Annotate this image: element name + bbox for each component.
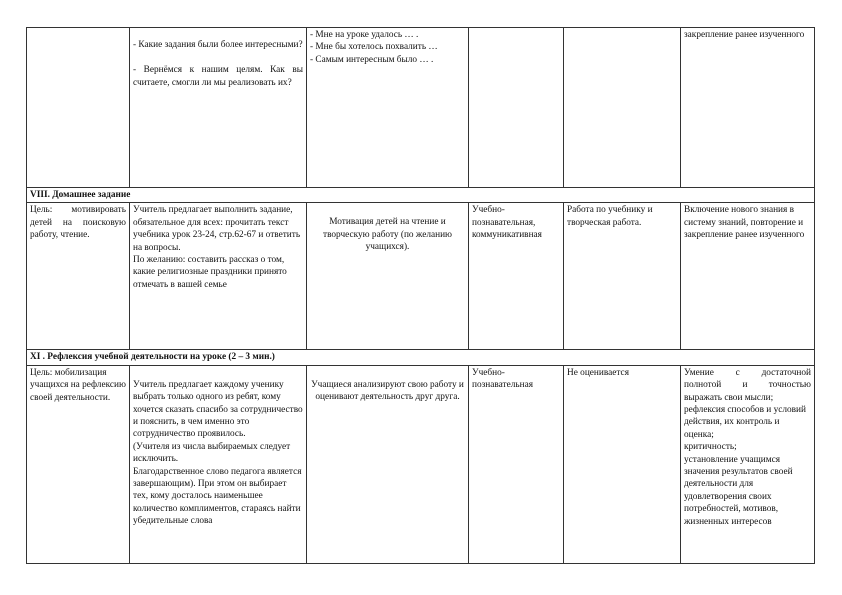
cell-teacher-questions [130,28,307,188]
reflection-teacher-instruction: Учитель предлагает каждому ученику выбрать только одного из ребят, кому хочется сказать спасибо за сотрудничество и пояснить, в чем именно это сотрудничество проявилось. [133,379,303,440]
phrase-managed: - Мне на уроке удалось … . [310,30,419,40]
question-goals: - Вернёмся к нашим целям. Как вы считаете, смогли ли мы реализовать их? [133,65,303,88]
homework-goal-text: Цель: мотивировать детей на поисковую работу, чтение. [30,205,126,241]
homework-teacher-optional: По желанию: составить рассказ о том, какие религиозные праздники принято отмечать в вашей семье [133,255,287,290]
homework-uud-text: Учебно-познавательная, коммуникативная [472,205,542,241]
section-header-row [27,188,815,203]
phrase-praise: - Мне бы хотелось похвалить … [310,42,438,53]
cell-student-phrases [307,28,469,188]
homework-result-text: Включение нового знания в систему знаний, повторение и закрепление ранее изученного [684,205,805,241]
reflection-result-criticality: критичность; [684,442,737,453]
table-row-homework [27,203,815,350]
reflection-goal-text: Цель: мобилизация учащихся на рефлексию своей деятельности. [30,367,126,403]
cell-uud-empty [469,28,564,188]
reflection-result-expression: Умение с достаточной полнотой и точностью выражать свои мысли; [684,367,811,403]
cell-homework-students [307,203,469,350]
reflection-result-reflection: рефлексия способов и условий действия, их контроль и оценка; [684,405,806,440]
reflection-teacher-exclusion: (Учителя из числа выбираемых следует исключить. [133,441,291,465]
section-header-row [27,350,815,365]
section-title-reflection: XI . Рефлексия учебной деятельности на уроке (2 – 3 мин.) [27,350,815,365]
cell-homework-result [681,203,815,350]
cell-homework-teacher [130,203,307,350]
cell-homework-goal [27,203,130,350]
reflection-assessment-text: Не оценивается [567,367,629,378]
cell-homework-assessment [564,203,681,350]
homework-students-text: Мотивация детей на чтение и творческую работу (по желанию учащихся). [323,217,452,253]
result-continuation-text: закрепление ранее изученного [684,30,805,40]
cell-homework-uud [469,203,564,350]
cell-reflection-result [681,365,815,563]
cell-goal-empty [27,28,130,188]
section-title-homework: VIII. Домашнее задание [27,188,815,203]
cell-reflection-goal [27,365,130,563]
cell-reflection-students [307,365,469,563]
phrase-interesting: - Самым интересным было … . [310,54,434,65]
lesson-plan-table [26,27,815,564]
cell-result-continuation [681,28,815,188]
cell-assessment-empty [564,28,681,188]
homework-teacher-task: Учитель предлагает выполнить задание, обязательное для всех: прочитать текст учебника урок 23-24, стр.62-67 и ответить на вопросы. [133,205,301,253]
reflection-students-text: Учащиеся анализируют свою работу и оценивают деятельность друг друга. [311,379,464,403]
reflection-teacher-final-word: Благодарственное слово педагога является завершающим). При этом он выбирает тех, кому досталось наименьшее количество комплиментов, стараясь найти убедительные слова [133,466,302,527]
question-interesting-tasks: - Какие задания были более интересными? [133,40,303,50]
cell-reflection-teacher [130,365,307,563]
cell-reflection-assessment [564,365,681,563]
homework-assessment-text: Работа по учебнику и творческая работа. [567,205,653,228]
reflection-uud-text: Учебно-познавательная [472,367,533,391]
table-row-reflection [27,365,815,563]
reflection-result-meaning: установление учащимся значения результатов своей деятельности для удовлетворения своих потребностей, мотивов, жизненных интересов [684,454,793,527]
cell-reflection-uud [469,365,564,563]
table-row-continuation [27,28,815,188]
